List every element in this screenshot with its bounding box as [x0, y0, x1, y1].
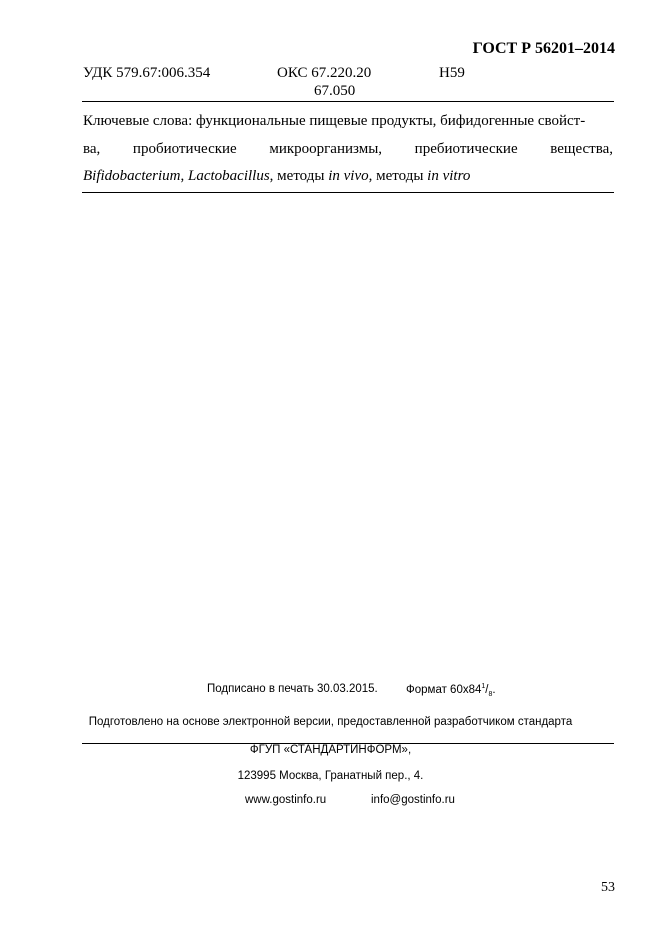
keywords-line-1: Ключевые слова: функциональные пищевые продукты, бифидогенные свойст- — [83, 113, 586, 129]
oks-code: ОКС 67.220.20 — [277, 65, 372, 81]
publisher-name: ФГУП «СТАНДАРТИНФОРМ», — [249, 744, 412, 756]
udk-code: УДК 579.67:006.354 — [83, 65, 211, 81]
keyword-lactobacillus: Lactobacillus — [188, 168, 270, 184]
format-superscript: 1 — [481, 683, 486, 690]
keyword-methods-text-2: , методы — [368, 168, 428, 184]
keywords-block — [83, 108, 613, 191]
publisher-website: www.gostinfo.ru — [245, 794, 327, 806]
divider-keywords — [82, 192, 614, 193]
format-suffix: . — [492, 683, 496, 696]
classification-code: Н59 — [439, 65, 465, 81]
print-format: Формат $60x84^1/_8$. — [406, 683, 496, 699]
page-number: 53 — [601, 880, 615, 895]
format-prefix: Формат 60x84 — [406, 683, 482, 696]
keyword-separator: , — [180, 168, 188, 184]
keywords-line-3 — [83, 163, 613, 191]
publisher-email: info@gostinfo.ru — [371, 794, 455, 806]
oks-code-secondary: 67.050 — [314, 83, 356, 99]
keyword-in-vivo: in vivo — [328, 168, 369, 184]
signed-date: Подписано в печать 30.03.2015. — [207, 683, 378, 695]
standard-number: ГОСТ Р 56201–2014 — [472, 40, 615, 57]
keywords-line-2: ва, пробиотические микроорганизмы, пребиотические вещества, — [83, 140, 613, 157]
prepared-note: Подготовлено на основе электронной версии, предоставленной разработчиком стандарта — [88, 716, 573, 728]
publisher-address: 123995 Москва, Гранатный пер., 4. — [237, 770, 424, 782]
format-subscript: 8 — [488, 691, 493, 699]
keyword-methods-text: , методы — [269, 168, 329, 184]
keyword-bifidobacterium: Bifidobacterium — [83, 168, 181, 184]
divider-top — [82, 101, 614, 102]
keyword-in-vitro: in vitro — [427, 168, 471, 184]
